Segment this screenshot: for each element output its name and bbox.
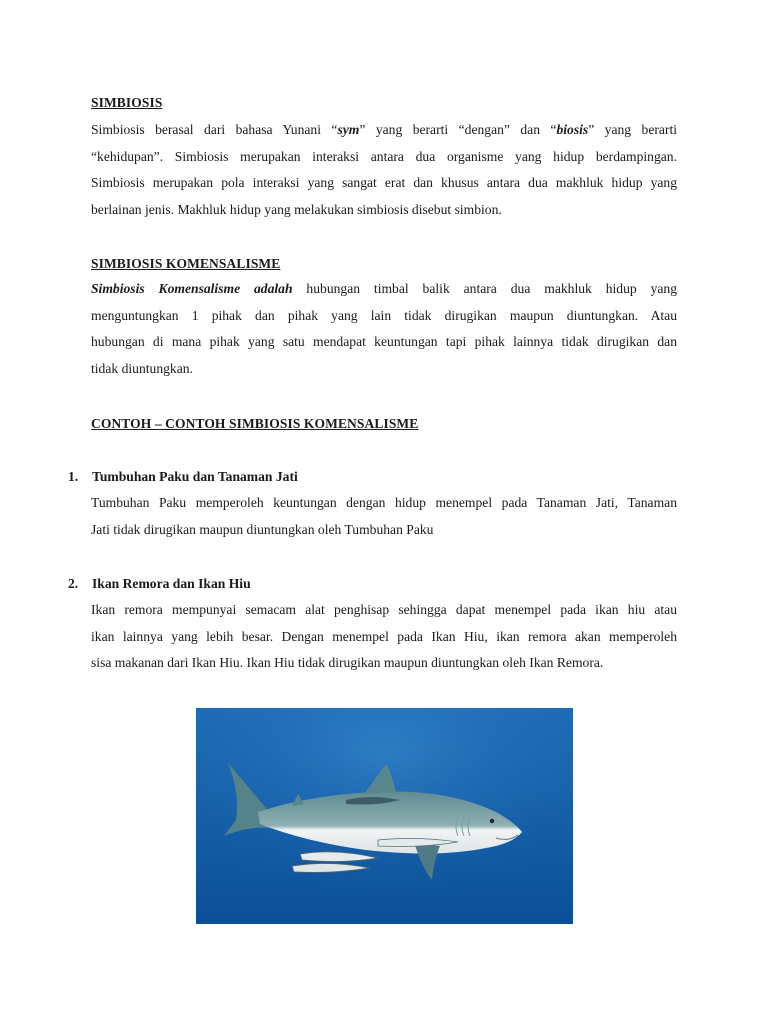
paragraph-simbiosis xyxy=(91,117,677,223)
heading-simbiosis-komensalisme: SIMBIOSIS KOMENSALISME xyxy=(91,256,281,271)
paragraph-komensalisme xyxy=(91,276,677,382)
paragraph-line: Ikan remora mempunyai semacam alat penghisap sehingga dapat menempel pada ikan hiu atau xyxy=(91,602,677,617)
paragraph-line: menguntungkan 1 pihak dan pihak yang lain tidak dirugikan maupun diuntungkan. Atau xyxy=(91,307,677,323)
shark-eye xyxy=(490,819,494,823)
paragraph-line: “kehidupan”. Simbiosis merupakan interaksi antara dua organisme yang hidup berdampingan. xyxy=(91,148,677,164)
shark-remora-illustration xyxy=(196,708,573,924)
item-paragraph-2 xyxy=(91,597,677,677)
paragraph-line: sisa makanan dari Ikan Hiu. Ikan Hiu tidak dirugikan maupun diuntungkan oleh Ikan Remora. xyxy=(91,655,604,670)
item-title-2: 2. Ikan Remora dan Ikan Hiu xyxy=(68,576,251,591)
item-title-1: 1. Tumbuhan Paku dan Tanaman Jati xyxy=(68,469,298,484)
paragraph-line: Simbiosis merupakan pola interaksi yang sangat erat dan khusus antara dua makhluk hidup yang xyxy=(91,175,677,190)
shark-remora-image xyxy=(196,708,573,924)
paragraph-line: Simbiosis berasal dari bahasa Yunani “sym” yang berarti “dengan” dan “biosis” yang berarti xyxy=(91,122,678,137)
paragraph-line: Simbiosis Komensalisme adalah hubungan timbal balik antara dua makhluk hidup yang xyxy=(91,281,677,296)
paragraph-line: berlainan jenis. Makhluk hidup yang melakukan simbiosis disebut simbion. xyxy=(91,201,502,217)
paragraph-line: hubungan di mana pihak yang satu mendapat keuntungan tapi pihak lainnya tidak dirugikan dan xyxy=(91,334,677,349)
item-paragraph-1 xyxy=(91,490,677,543)
heading-contoh: CONTOH – CONTOH SIMBIOSIS KOMENSALISME xyxy=(91,416,419,431)
heading-simbiosis: SIMBIOSIS xyxy=(91,95,163,110)
paragraph-line: tidak diuntungkan. xyxy=(91,360,193,376)
paragraph-line: Tumbuhan Paku memperoleh keuntungan dengan hidup menempel pada Tanaman Jati, Tanaman xyxy=(91,495,677,510)
paragraph-line: Jati tidak dirugikan maupun diuntungkan oleh Tumbuhan Paku xyxy=(91,521,434,537)
paragraph-line: ikan lainnya yang lebih besar. Dengan menempel pada Ikan Hiu, ikan remora akan memperoleh xyxy=(91,628,677,644)
